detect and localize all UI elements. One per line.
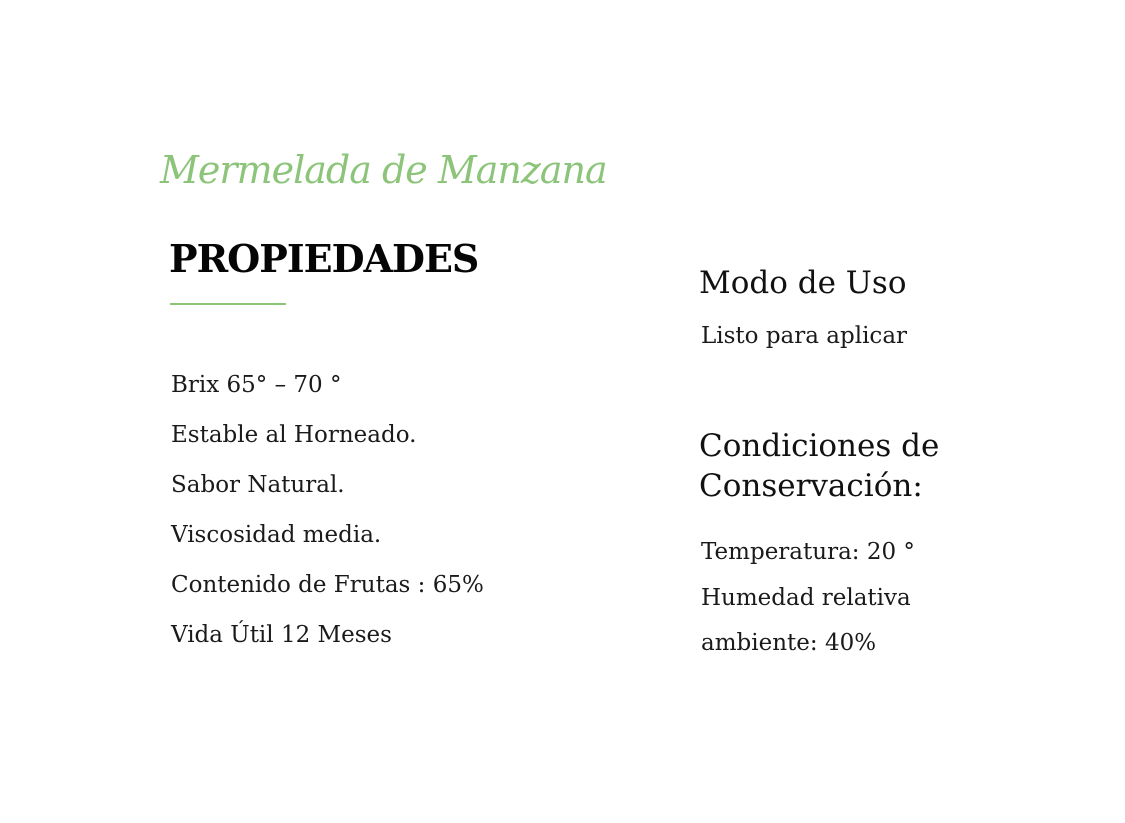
property-item-baking: Estable al Horneado.: [171, 422, 417, 448]
conservation-humidity-line-1: Humedad relativa: [701, 584, 911, 611]
heading-underline: [170, 303, 286, 305]
properties-heading: PROPIEDADES: [169, 236, 479, 281]
conservation-heading-line-1: Condiciones de: [699, 428, 940, 464]
usage-heading: Modo de Uso: [699, 265, 907, 301]
usage-text: Listo para aplicar: [701, 323, 908, 349]
conservation-heading-line-2: Conservación:: [699, 468, 923, 504]
property-item-viscosity: Viscosidad media.: [171, 522, 382, 548]
property-item-flavor: Sabor Natural.: [171, 472, 345, 498]
conservation-humidity-line-2: ambiente: 40%: [701, 630, 877, 656]
conservation-list: [701, 530, 915, 667]
properties-list: [171, 360, 484, 660]
conservation-temperature: Temperatura: 20 °: [701, 539, 915, 565]
property-item-fruit-content: Contenido de Frutas : 65%: [171, 572, 484, 598]
conservation-heading: [699, 426, 939, 506]
property-item-shelf-life: Vida Útil 12 Meses: [171, 622, 392, 648]
product-title: Mermelada de Manzana: [160, 148, 607, 192]
property-item-brix: Brix 65° – 70 °: [171, 372, 342, 398]
